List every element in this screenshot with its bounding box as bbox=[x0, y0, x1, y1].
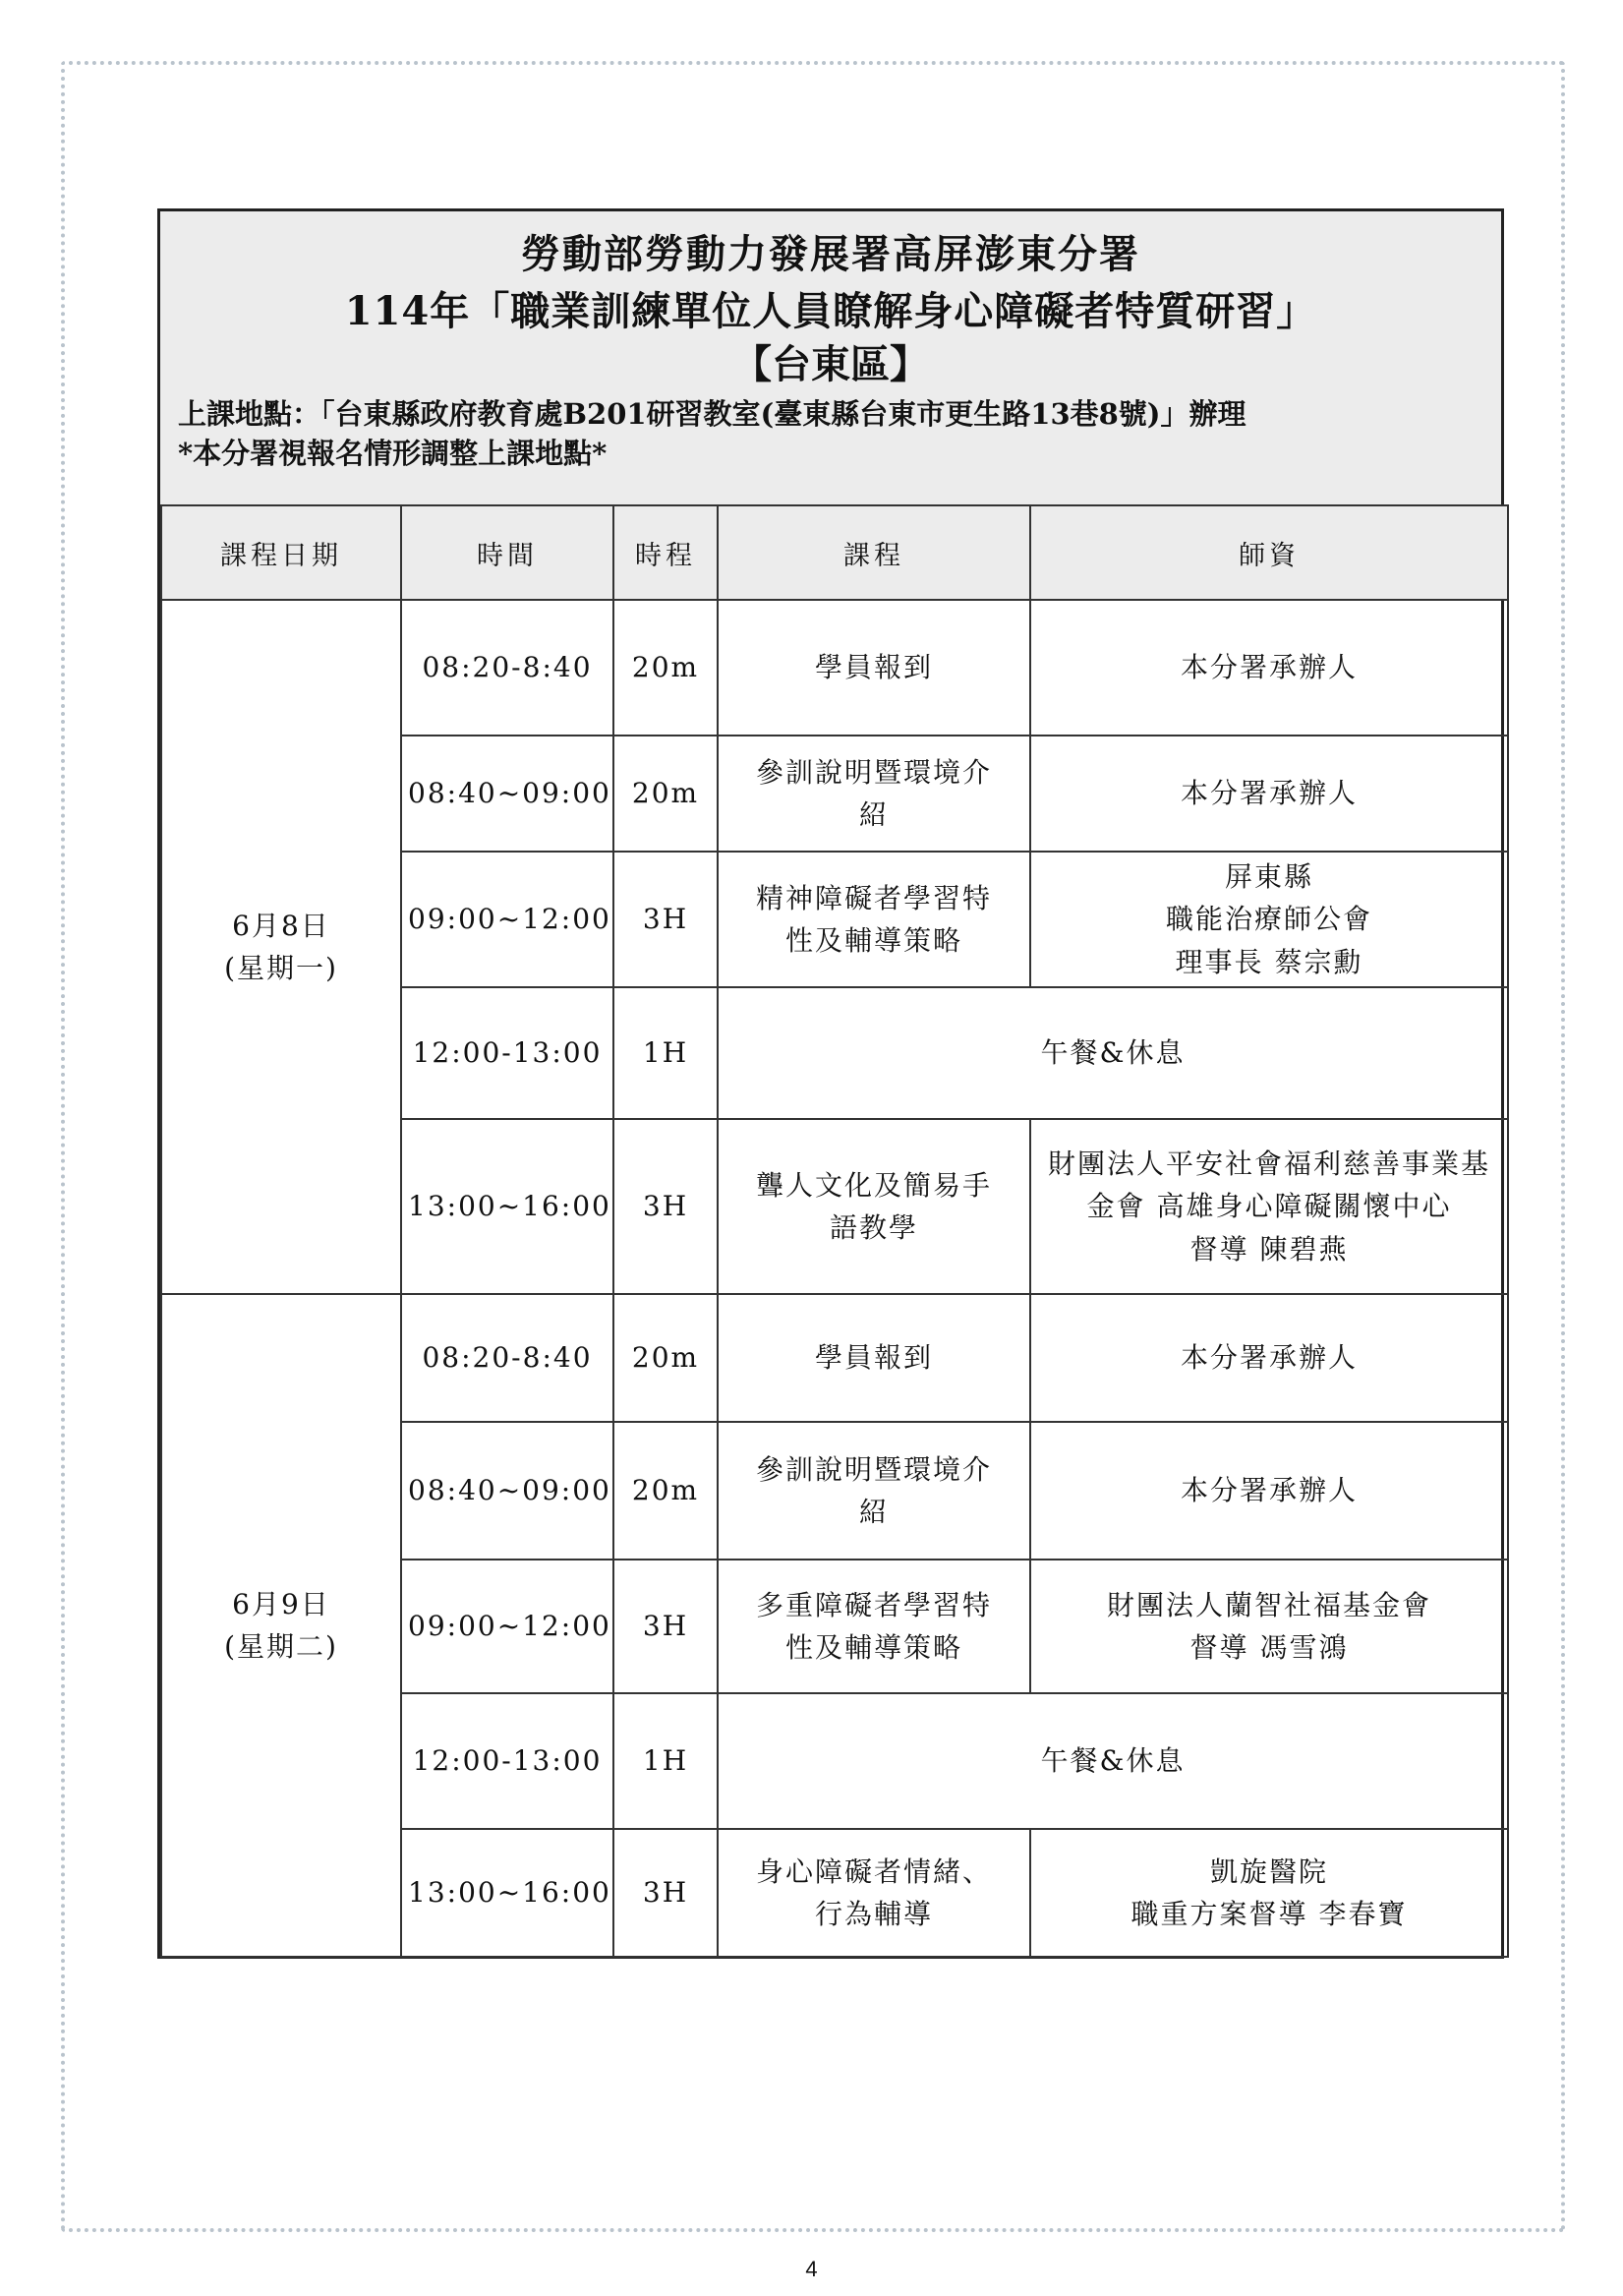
page-number: 4 bbox=[805, 2257, 818, 2281]
duration-cell: 3H bbox=[613, 1119, 718, 1294]
break-cell: 午餐&休息 bbox=[718, 1693, 1508, 1829]
time-cell: 12:00-13:00 bbox=[401, 1693, 613, 1829]
course-cell: 聾人文化及簡易手語教學 bbox=[718, 1119, 1030, 1294]
teacher-cell: 本分署承辦人 bbox=[1030, 736, 1508, 852]
time-cell: 09:00~12:00 bbox=[401, 1560, 613, 1693]
time-cell: 09:00~12:00 bbox=[401, 852, 613, 987]
schedule-body bbox=[161, 600, 1508, 1957]
time-cell: 08:20-8:40 bbox=[401, 1294, 613, 1422]
time-cell: 08:40~09:00 bbox=[401, 736, 613, 852]
schedule-sheet bbox=[157, 208, 1504, 1959]
teacher-cell: 屏東縣 職能治療師公會 理事長 蔡宗勳 bbox=[1030, 852, 1508, 987]
course-cell: 參訓說明暨環境介紹 bbox=[718, 1422, 1030, 1560]
duration-cell: 20m bbox=[613, 1294, 718, 1422]
duration-cell: 20m bbox=[613, 1422, 718, 1560]
col-header-course: 課程 bbox=[718, 505, 1030, 600]
col-header-date: 課程日期 bbox=[161, 505, 401, 600]
duration-cell: 20m bbox=[613, 600, 718, 736]
duration-cell: 1H bbox=[613, 1693, 718, 1829]
course-cell: 學員報到 bbox=[718, 1294, 1030, 1422]
course-cell: 學員報到 bbox=[718, 600, 1030, 736]
schedule-table bbox=[160, 504, 1509, 1958]
course-title: 114年「職業訓練單位人員瞭解身心障礙者特質研習」 bbox=[344, 288, 1317, 334]
date-label: 6月8日 bbox=[232, 909, 330, 942]
duration-cell: 20m bbox=[613, 736, 718, 852]
time-cell: 13:00~16:00 bbox=[401, 1119, 613, 1294]
teacher-cell: 本分署承辦人 bbox=[1030, 600, 1508, 736]
course-cell: 參訓說明暨環境介紹 bbox=[718, 736, 1030, 852]
break-cell: 午餐&休息 bbox=[718, 987, 1508, 1119]
weekday-label: (星期一) bbox=[224, 952, 338, 984]
col-header-duration: 時程 bbox=[613, 505, 718, 600]
time-cell: 08:40~09:00 bbox=[401, 1422, 613, 1560]
date-cell bbox=[161, 1294, 401, 1957]
col-header-teacher: 師資 bbox=[1030, 505, 1508, 600]
region-title: 【台東區】 bbox=[732, 341, 929, 387]
location-note: *本分署視報名情形調整上課地點* bbox=[178, 437, 608, 470]
date-cell bbox=[161, 600, 401, 1294]
location-text: 上課地點：「台東縣政府教育處B201研習教室(臺東縣台東市更生路13巷8號)」辦理 bbox=[178, 397, 1246, 431]
organization-title: 勞動部勞動力發展署高屏澎東分署 bbox=[521, 231, 1140, 277]
course-cell: 精神障礙者學習特性及輔導策略 bbox=[718, 852, 1030, 987]
course-cell: 多重障礙者學習特性及輔導策略 bbox=[718, 1560, 1030, 1693]
time-cell: 13:00~16:00 bbox=[401, 1829, 613, 1957]
course-cell: 身心障礙者情緒、行為輔導 bbox=[718, 1829, 1030, 1957]
time-cell: 12:00-13:00 bbox=[401, 987, 613, 1119]
duration-cell: 3H bbox=[613, 1560, 718, 1693]
duration-cell: 1H bbox=[613, 987, 718, 1119]
teacher-cell: 財團法人平安社會福利慈善事業基金會 高雄身心障礙關懷中心 督導 陳碧燕 bbox=[1030, 1119, 1508, 1294]
teacher-cell: 本分署承辦人 bbox=[1030, 1422, 1508, 1560]
table-header-row bbox=[161, 505, 1508, 600]
teacher-cell: 本分署承辦人 bbox=[1030, 1294, 1508, 1422]
teacher-cell: 財團法人蘭智社福基金會 督導 馮雪鴻 bbox=[1030, 1560, 1508, 1693]
table-row bbox=[161, 1294, 1508, 1422]
duration-cell: 3H bbox=[613, 852, 718, 987]
schedule-header bbox=[160, 211, 1501, 506]
weekday-label: (星期二) bbox=[224, 1630, 338, 1663]
time-cell: 08:20-8:40 bbox=[401, 600, 613, 736]
teacher-cell: 凱旋醫院 職重方案督導 李春寶 bbox=[1030, 1829, 1508, 1957]
table-row bbox=[161, 600, 1508, 736]
duration-cell: 3H bbox=[613, 1829, 718, 1957]
col-header-time: 時間 bbox=[401, 505, 613, 600]
date-label: 6月9日 bbox=[232, 1587, 330, 1620]
